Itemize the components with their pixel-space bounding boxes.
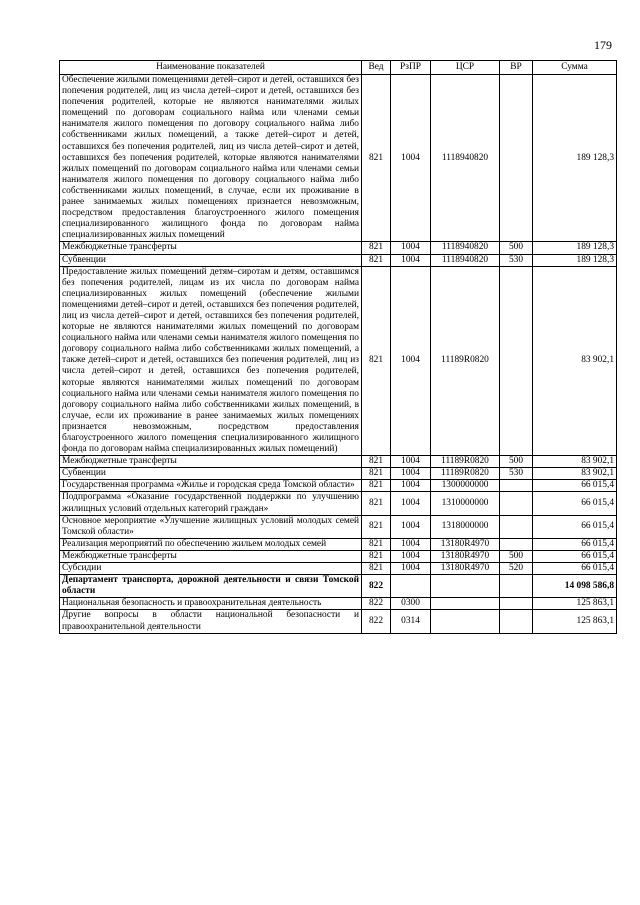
cell-sum: 66 015,4: [533, 538, 617, 550]
cell-name: Предоставление жилых помещений детям–сиротам и детям, оставшимся без попечения родителей, лицам из их числа по договорам найма специализированных жилых помещений (обеспечение жилыми помещениями детей–сирот и детей, оставшихся без попечения родителей, лиц из числа детей–сирот и детей, оставшихся без попечения родителей, которые не являются нанимателями жилых помещений по договорам социального найма или членами семьи нанимателя жилого помещения по договору социального найма либо собственниками жилых помещений, а также детей–сирот и детей, оставшихся без попечения родителей, лиц из числа детей–сирот и детей, оставшихся без попечения родителей, которые являются нанимателями жилых помещений по договорам социального найма или членами семьи нанимателя жилого помещения по договору социального найма либо собственниками жилых помещений, в случае, если их проживание в ранее занимаемых жилых помещениях признается невозможным, посредством предоставления благоустроенного жилого помещения специализированного жилищного фонда по договорам найма специализированных жилых помещений): [60, 266, 362, 456]
cell-ved: 821: [362, 254, 391, 266]
cell-ved: 821: [362, 456, 391, 468]
table-row: [60, 598, 617, 610]
cell-vr: [500, 538, 533, 550]
cell-csr: [431, 598, 500, 610]
cell-rzpr: 1004: [391, 456, 431, 468]
cell-csr: [431, 610, 500, 633]
cell-vr: 500: [500, 550, 533, 562]
cell-rzpr: 1004: [391, 492, 431, 515]
header-name: Наименование показателей: [60, 61, 362, 75]
cell-ved: 821: [362, 550, 391, 562]
cell-csr: 13180R4970: [431, 563, 500, 575]
cell-sum: 189 128,3: [533, 254, 617, 266]
cell-name: Обеспечение жилыми помещениями детей–сирот и детей, оставшихся без попечения родителей, лиц из числа детей–сирот и детей, оставшихся без попечения родителей, которые не являются нанимателями жилых помещений по договорам социального найма или членами семьи нанимателя жилого помещения по договору социального найма либо собственниками жилых помещений, а также детей–сирот и детей, оставшихся без попечения родителей, лиц из числа детей–сирот и детей, оставшихся без попечения родителей, которые являются нанимателями жилых помещений по договорам социального найма или членами семьи нанимателя жилого помещения по договору социального найма либо собственниками жилых помещений, в случае, если их проживание в ранее занимаемых жилых помещениях признается невозможным, посредством предоставления благоустроенного жилого помещения специализированного жилищного фонда по договорам найма специализированных жилых помещений: [60, 75, 362, 242]
table-row: [60, 550, 617, 562]
cell-name: Субсидии: [60, 563, 362, 575]
cell-name: Субвенции: [60, 254, 362, 266]
header-vr: ВР: [500, 61, 533, 75]
cell-rzpr: 1004: [391, 468, 431, 480]
cell-sum: 66 015,4: [533, 492, 617, 515]
cell-sum: 189 128,3: [533, 75, 617, 242]
cell-name: Реализация мероприятий по обеспечению жильем молодых семей: [60, 538, 362, 550]
cell-sum: 14 098 586,8: [533, 575, 617, 598]
cell-vr: 520: [500, 563, 533, 575]
cell-sum: 66 015,4: [533, 563, 617, 575]
cell-csr: 13180R4970: [431, 538, 500, 550]
cell-sum: 125 863,1: [533, 610, 617, 633]
cell-name: Межбюджетные трансферты: [60, 456, 362, 468]
cell-rzpr: 0314: [391, 610, 431, 633]
header-csr: ЦСР: [431, 61, 500, 75]
cell-sum: 66 015,4: [533, 550, 617, 562]
cell-sum: 66 015,4: [533, 480, 617, 492]
cell-rzpr: 1004: [391, 563, 431, 575]
table-row: [60, 515, 617, 538]
cell-rzpr: 1004: [391, 538, 431, 550]
cell-rzpr: 1004: [391, 550, 431, 562]
cell-name: Межбюджетные трансферты: [60, 550, 362, 562]
table-row: [60, 75, 617, 242]
cell-vr: 500: [500, 456, 533, 468]
cell-ved: 822: [362, 575, 391, 598]
table-row: [60, 254, 617, 266]
table-row: [60, 610, 617, 633]
header-sum: Сумма: [533, 61, 617, 75]
cell-sum: 83 902,1: [533, 468, 617, 480]
cell-sum: 189 128,3: [533, 242, 617, 254]
cell-name: Другие вопросы в области национальной безопасности и правоохранительной деятельности: [60, 610, 362, 633]
cell-sum: 83 902,1: [533, 266, 617, 456]
cell-ved: 821: [362, 492, 391, 515]
cell-vr: 500: [500, 242, 533, 254]
cell-csr: [431, 575, 500, 598]
table-row: [60, 468, 617, 480]
cell-csr: 1118940820: [431, 75, 500, 242]
cell-rzpr: 1004: [391, 75, 431, 242]
cell-name: Национальная безопасность и правоохранительная деятельность: [60, 598, 362, 610]
cell-ved: 821: [362, 266, 391, 456]
header-ved: Вед: [362, 61, 391, 75]
cell-rzpr: 1004: [391, 480, 431, 492]
cell-sum: 125 863,1: [533, 598, 617, 610]
cell-csr: 1310000000: [431, 492, 500, 515]
cell-name: Субвенции: [60, 468, 362, 480]
cell-rzpr: 1004: [391, 266, 431, 456]
budget-table: [59, 60, 617, 634]
page-number: 179: [594, 38, 612, 52]
cell-ved: 821: [362, 75, 391, 242]
cell-ved: 821: [362, 515, 391, 538]
table-row: [60, 266, 617, 456]
cell-ved: 821: [362, 563, 391, 575]
cell-vr: [500, 266, 533, 456]
cell-rzpr: 1004: [391, 515, 431, 538]
cell-ved: 822: [362, 610, 391, 633]
cell-csr: 11189R0820: [431, 456, 500, 468]
cell-rzpr: 1004: [391, 254, 431, 266]
cell-vr: [500, 610, 533, 633]
cell-ved: 821: [362, 242, 391, 254]
cell-ved: 821: [362, 468, 391, 480]
cell-vr: [500, 480, 533, 492]
cell-rzpr: 1004: [391, 242, 431, 254]
cell-ved: 821: [362, 538, 391, 550]
cell-csr: 11189R0820: [431, 468, 500, 480]
cell-ved: 821: [362, 480, 391, 492]
cell-name: Государственная программа «Жилье и городская среда Томской области»: [60, 480, 362, 492]
table-row: [60, 456, 617, 468]
cell-vr: 530: [500, 254, 533, 266]
cell-csr: 1118940820: [431, 254, 500, 266]
cell-sum: 83 902,1: [533, 456, 617, 468]
table-row: [60, 575, 617, 598]
cell-vr: [500, 492, 533, 515]
cell-vr: [500, 598, 533, 610]
table-row: [60, 538, 617, 550]
cell-rzpr: 0300: [391, 598, 431, 610]
header-row: [60, 61, 617, 75]
cell-name: Подпрограмма «Оказание государственной поддержки по улучшению жилищных условий отдельных категорий граждан»: [60, 492, 362, 515]
table-body: [60, 75, 617, 634]
cell-vr: [500, 575, 533, 598]
cell-sum: 66 015,4: [533, 515, 617, 538]
cell-vr: 530: [500, 468, 533, 480]
header-rzpr: РзПР: [391, 61, 431, 75]
cell-name: Департамент транспорта, дорожной деятельности и связи Томской области: [60, 575, 362, 598]
cell-name: Межбюджетные трансферты: [60, 242, 362, 254]
cell-ved: 822: [362, 598, 391, 610]
cell-csr: 1300000000: [431, 480, 500, 492]
cell-vr: [500, 515, 533, 538]
cell-name: Основное мероприятие «Улучшение жилищных условий молодых семей Томской области»: [60, 515, 362, 538]
cell-vr: [500, 75, 533, 242]
cell-csr: 13180R4970: [431, 550, 500, 562]
cell-csr: 11189R0820: [431, 266, 500, 456]
table-row: [60, 242, 617, 254]
cell-rzpr: [391, 575, 431, 598]
cell-csr: 1318000000: [431, 515, 500, 538]
table-row: [60, 492, 617, 515]
table-row: [60, 480, 617, 492]
table-row: [60, 563, 617, 575]
cell-csr: 1118940820: [431, 242, 500, 254]
